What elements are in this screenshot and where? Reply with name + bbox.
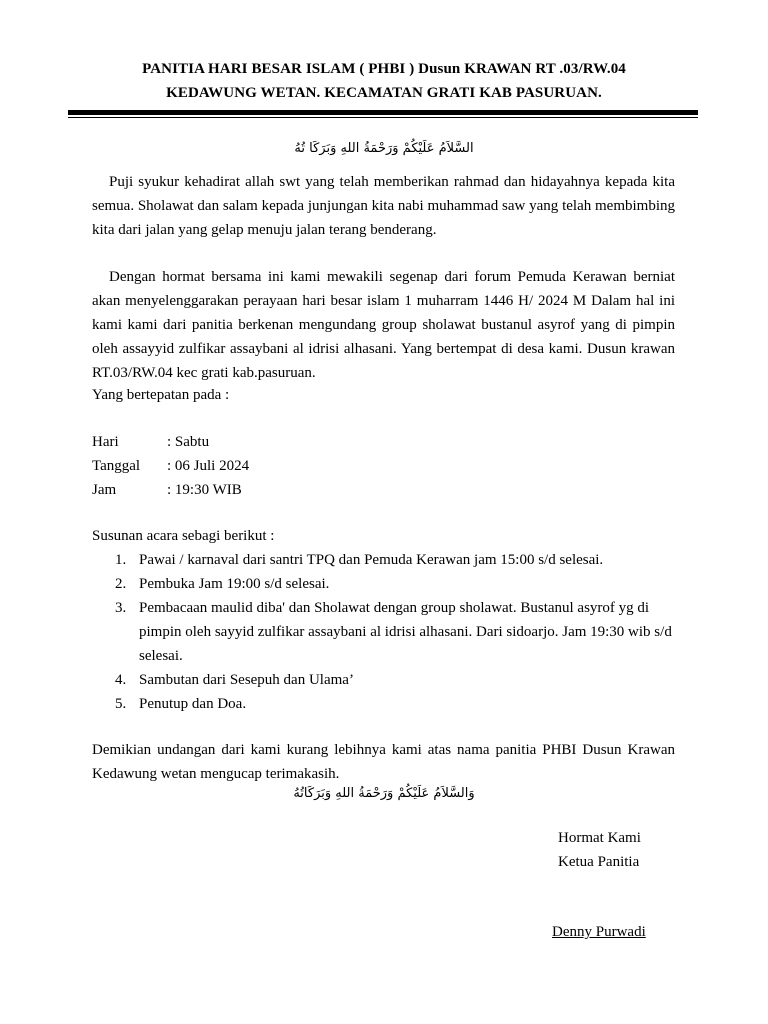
paragraph-gratitude: Puji syukur kehadirat allah swt yang telah memberikan rahmad dan hidayahnya kepada kita semua. Sholawat dan salam kepada junjungan kita nabi muhammad saw yang telah membimbing kita dari jalan yang gelap menuju jalan terang benderang. [92,174,675,238]
agenda-item [92,572,675,596]
agenda-item-number: 4. [115,672,127,688]
agenda-item-number: 1. [115,552,127,568]
agenda-item-text: Pawai / karnaval dari santri TPQ dan Pemuda Kerawan jam 15:00 s/d selesai. [139,552,604,568]
time-value: : 19:30 WIB [167,482,242,498]
signature-name: Denny Purwadi [552,924,646,940]
agenda-intro: Susunan acara sebagi berikut : [92,528,275,544]
paragraph-invitation: Dengan hormat bersama ini kami mewakili segenap dari forum Pemuda Kerawan berniat akan menyelenggarakan perayaan hari besar islam 1 muharram 1446 H/ 2024 M Dalam hal ini kami kami dari panitia berkenan mengundang group sholawat bustanul asyrof yang di pimpin oleh assayyid zulfikar assaybani al idrisi alhasani. Yang bertempat di desa kami. Dusun krawan RT.03/RW.04 kec grati kab.pasuruan. [92,269,675,381]
agenda-item-number: 5. [115,696,127,712]
letterhead-rule-thick [68,110,698,115]
schedule-intro: Yang bertepatan pada : [92,387,230,403]
agenda-list [92,548,675,716]
agenda-item-number: 2. [115,576,127,592]
agenda-item-text: Penutup dan Doa. [139,696,247,712]
agenda-item [92,692,675,716]
agenda-item-text: Pembacaan maulid diba' dan Sholawat dengan group sholawat. Bustanul asyrof yg di pimpin oleh sayyid zulfikar assaybani al idrisi alhasani. Dari sidoarjo. Jam 19:30 wib s/d selesai. [139,600,672,664]
signature-role: Ketua Panitia [558,854,640,870]
agenda-item [92,668,675,692]
date-value: : 06 Juli 2024 [167,458,250,474]
agenda-item-text: Sambutan dari Sesepuh dan Ulama’ [139,672,354,688]
letterhead-line-1: PANITIA HARI BESAR ISLAM ( PHBI ) Dusun KRAWAN RT .03/RW.04 [142,61,626,77]
letterhead-line-2: KEDAWUNG WETAN. KECAMATAN GRATI KAB PASURUAN. [166,85,602,101]
time-label: Jam [92,482,117,498]
agenda-item [92,548,675,572]
day-label: Hari [92,434,119,450]
closing-paragraph: Demikian undangan dari kami kurang lebihnya kami atas nama panitia PHBI Dusun Krawan Kedawung wetan mengucap terimakasih. [92,742,675,782]
agenda-item-number: 3. [115,600,127,616]
date-label: Tanggal [92,458,141,474]
opening-greeting: السَّلاَمُ عَلَيْكُمْ وَرَحْمَةُ اللهِ وَبَرَكَا تُهُ [294,141,474,156]
signature-regards: Hormat Kami [558,830,641,846]
agenda-item [92,596,675,668]
closing-greeting: وَالسَّلاَمُ عَلَيْكُمْ وَرَحْمَةُ اللهِ وَبَرَكَاتُهُ [293,786,475,801]
agenda-item-text: Pembuka Jam 19:00 s/d selesai. [139,576,330,592]
day-value: : Sabtu [167,434,210,450]
letterhead-rule-thin [68,117,698,118]
